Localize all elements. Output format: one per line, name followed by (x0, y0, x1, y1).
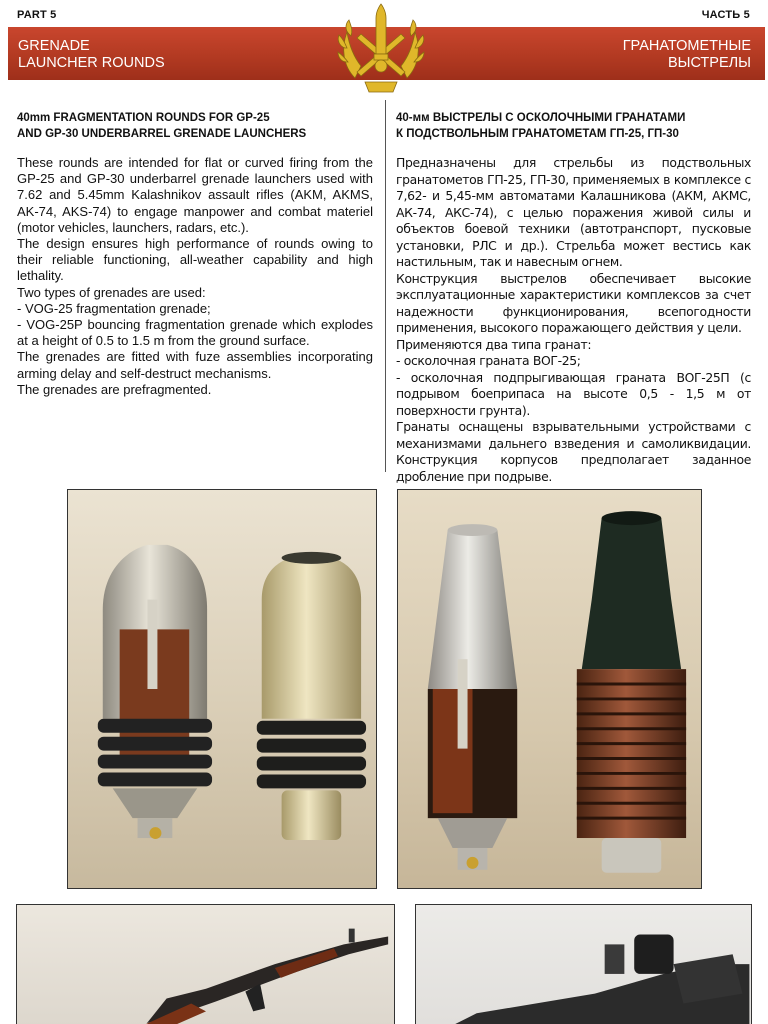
section-title-ru-line2: ВЫСТРЕЛЫ (667, 55, 751, 71)
russian-paragraph: - осколочная граната ВОГ-25; (396, 353, 581, 368)
russian-paragraph: Применяются два типа гранат: (396, 336, 592, 352)
russian-column (396, 110, 751, 485)
assault-rifle-image (17, 905, 394, 1024)
section-title-en-line2: LAUNCHER ROUNDS (18, 55, 165, 71)
russian-paragraph: Предназначены для стрельбы из подствольных гранатометов ГП-25, ГП-30, применяемых в комплексе с 7,62- и 5,45-мм автоматами Калашникова (АКМ, АКМС, АК-74, АКС-74), с целью поражения живой силы и объектов боевой техники (автотранспорт, пусковые установки, РЛС и др.). Стрельба может вестись как настильным, так и навесным огнем. (396, 155, 751, 269)
grenade-launcher-image (416, 905, 751, 1024)
photo-vog25p-cutaway (397, 489, 702, 889)
russian-paragraph: Гранаты оснащены взрывательными устройствами с механизмами дальнего взведения и самоликвидации. Конструкция корпусов предполагает заданное дробление при подрыве. (396, 419, 751, 484)
photo-rifle-with-launcher (16, 904, 395, 1024)
russian-paragraph: Конструкция выстрелов обеспечивает высокие эксплуатационные характеристики комплексов за счет надежности функционирования, всепогодности применения, высокого поражающего действия у цели. (396, 270, 751, 335)
english-heading-line2: AND GP-30 UNDERBARREL GRENADE LAUNCHERS (17, 128, 307, 140)
english-heading (17, 110, 373, 142)
english-paragraph: - VOG-25P bouncing fragmentation grenade which explodes at a height of 0.5 to 1.5 m from the ground surface. (17, 317, 373, 349)
english-paragraph: These rounds are intended for flat or curved firing from the GP-25 and GP-30 underbarrel grenade launchers used with 7.62 and 5.45mm Kalashnikov assault rifles (AKM, AKMS, AK-74, AKS-74) to engage manpower and combat materiel (motor vehicles, launchers, radars, etc.). (17, 155, 373, 235)
section-title-en (18, 38, 165, 72)
russian-paragraph: - осколочная подпрыгивающая граната ВОГ-25П (с подрывом боеприпаса на высоте 0,5 - 1,5 м от поверхности грунта). (396, 369, 751, 418)
section-title-ru (623, 38, 751, 72)
vog25p-grenade-image (398, 490, 701, 888)
english-paragraph: Two types of grenades are used: (17, 284, 206, 300)
part-label-ru: ЧАСТЬ 5 (701, 9, 750, 21)
english-paragraph: - VOG-25 fragmentation grenade; (17, 300, 211, 316)
english-column (17, 110, 373, 398)
artillery-emblem-icon (335, 0, 427, 100)
russian-heading (396, 110, 751, 142)
english-heading-line1: 40mm FRAGMENTATION ROUNDS FOR GP-25 (17, 112, 270, 124)
vog25-grenade-image (68, 490, 376, 888)
russian-heading-line1: 40-мм ВЫСТРЕЛЫ С ОСКОЛОЧНЫМИ ГРАНАТАМИ (396, 112, 686, 124)
english-paragraph: The grenades are prefragmented. (17, 381, 212, 397)
section-title-ru-line1: ГРАНАТОМЕТНЫЕ (622, 38, 751, 54)
part-label-en: PART 5 (17, 9, 57, 21)
english-paragraph: The grenades are fitted with fuze assemblies incorporating arming delay and self-destruct mechanisms. (17, 349, 373, 381)
section-title-en-line1: GRENADE (18, 38, 90, 54)
russian-heading-line2: К ПОДСТВОЛЬНЫМ ГРАНАТОМЕТАМ ГП-25, ГП-30 (396, 128, 679, 140)
photo-launcher-closeup (415, 904, 752, 1024)
english-paragraph: The design ensures high performance of rounds owing to their reliable functioning, all-weather capability and high lethality. (17, 236, 373, 284)
photo-vog25-cutaway (67, 489, 377, 889)
column-divider (385, 100, 386, 472)
